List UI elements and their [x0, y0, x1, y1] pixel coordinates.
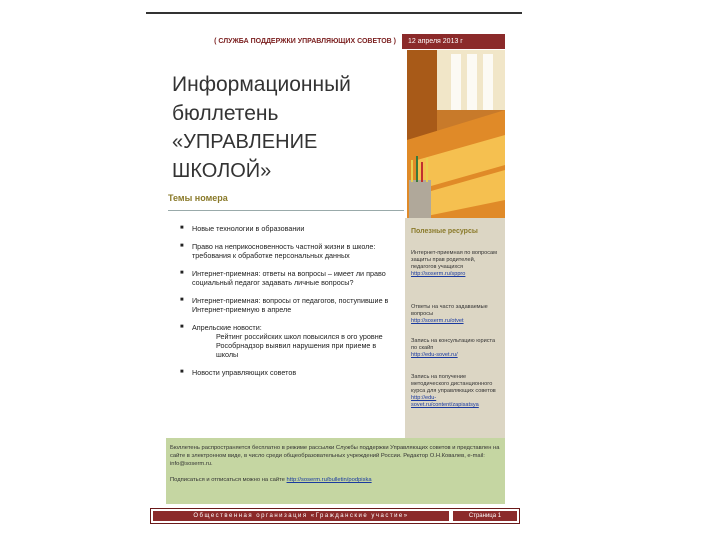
list-item: ■ Право на неприкосновенность частной жизни в школе: требования к обработке персональных данных — [180, 242, 395, 260]
list-item: ■ Новости управляющих советов — [180, 368, 395, 377]
resource-text: Интернет-приемная по вопросам защиты прав родителей, педагогов учащихся — [411, 250, 497, 270]
divider — [168, 210, 404, 211]
news-heading: Апрельские новости: — [192, 323, 262, 332]
classroom-illustration — [407, 50, 505, 218]
list-item: ■ Новые технологии в образовании — [180, 224, 395, 233]
news-sub-item: Рособрнадзор выявил нарушения при приеме в школы — [216, 341, 377, 359]
title-line-3: «УПРАВЛЕНИЕ — [172, 131, 318, 153]
bottom-bar-org: Общественная организация «Гражданские участие» — [153, 511, 449, 521]
bottom-bar — [150, 508, 520, 524]
sidebar-title: Полезные ресурсы — [411, 228, 478, 235]
resource-item — [411, 374, 501, 409]
footer-description: Бюллетень распространяется бесплатно в режиме рассылки Службы поддержки Управляющих советов и представлен на сайте в электронном виде, в число среди общеобразовательных учреждений России. Редактор О.Н.Ковалев, e-mail: info@soserm.ru. — [170, 445, 500, 467]
list-item — [180, 323, 395, 359]
resource-text: Запись на консультацию юриста по скайп — [411, 338, 496, 351]
resource-item — [411, 250, 501, 278]
top-rule — [146, 12, 522, 14]
topics-list — [180, 224, 395, 386]
header-date: 12 апреля 2013 г — [402, 34, 505, 49]
subscribe-link[interactable]: http://soserm.ru/bulletin/podpiska — [286, 477, 372, 483]
resource-link[interactable]: http://edu-sovet.ru/ — [411, 352, 458, 358]
classroom-photo — [407, 50, 505, 218]
title-line-4: ШКОЛОЙ» — [172, 160, 272, 182]
footer-info-box — [166, 438, 505, 504]
title-line-2: бюллетень — [172, 102, 279, 125]
list-item: ■ Интернет-приемная: ответы на вопросы – имеет ли право социальный педагог задавать личные вопросы? — [180, 269, 395, 287]
resource-text: Ответы на часто задаваемые вопросы — [411, 304, 488, 317]
resource-link[interactable]: http://edu-sovet.ru/content/zapisatsya — [411, 395, 479, 408]
resource-link[interactable]: http://soserm.ru/otvet — [411, 318, 464, 324]
page-number: Страница 1 — [453, 511, 517, 521]
resource-link[interactable]: http://soserm.ru/sppro — [411, 271, 466, 277]
subscribe-label: Подписаться и отписаться можно на сайте — [170, 477, 285, 483]
list-item: ■ Интернет-приемная: вопросы от педагогов, поступившие в Интернет-приемную в апреле — [180, 296, 395, 314]
sidebar-resources — [405, 218, 505, 438]
footer-text-block — [170, 444, 500, 484]
resource-text: Запись на получение методического дистанционного курса для управляющих советов — [411, 374, 496, 394]
title-line-1: Информационный — [172, 73, 351, 96]
resource-item — [411, 304, 501, 325]
header-strip — [166, 34, 505, 49]
bulletin-title — [172, 70, 402, 186]
topics-heading: Темы номера — [168, 193, 228, 203]
news-sub-item: Рейтинг российских школ повысился в ого уровне — [216, 332, 383, 341]
resource-item — [411, 338, 501, 359]
header-org: ( СЛУЖБА ПОДДЕРЖКИ УПРАВЛЯЮЩИХ СОВЕТОВ ) — [214, 38, 396, 45]
